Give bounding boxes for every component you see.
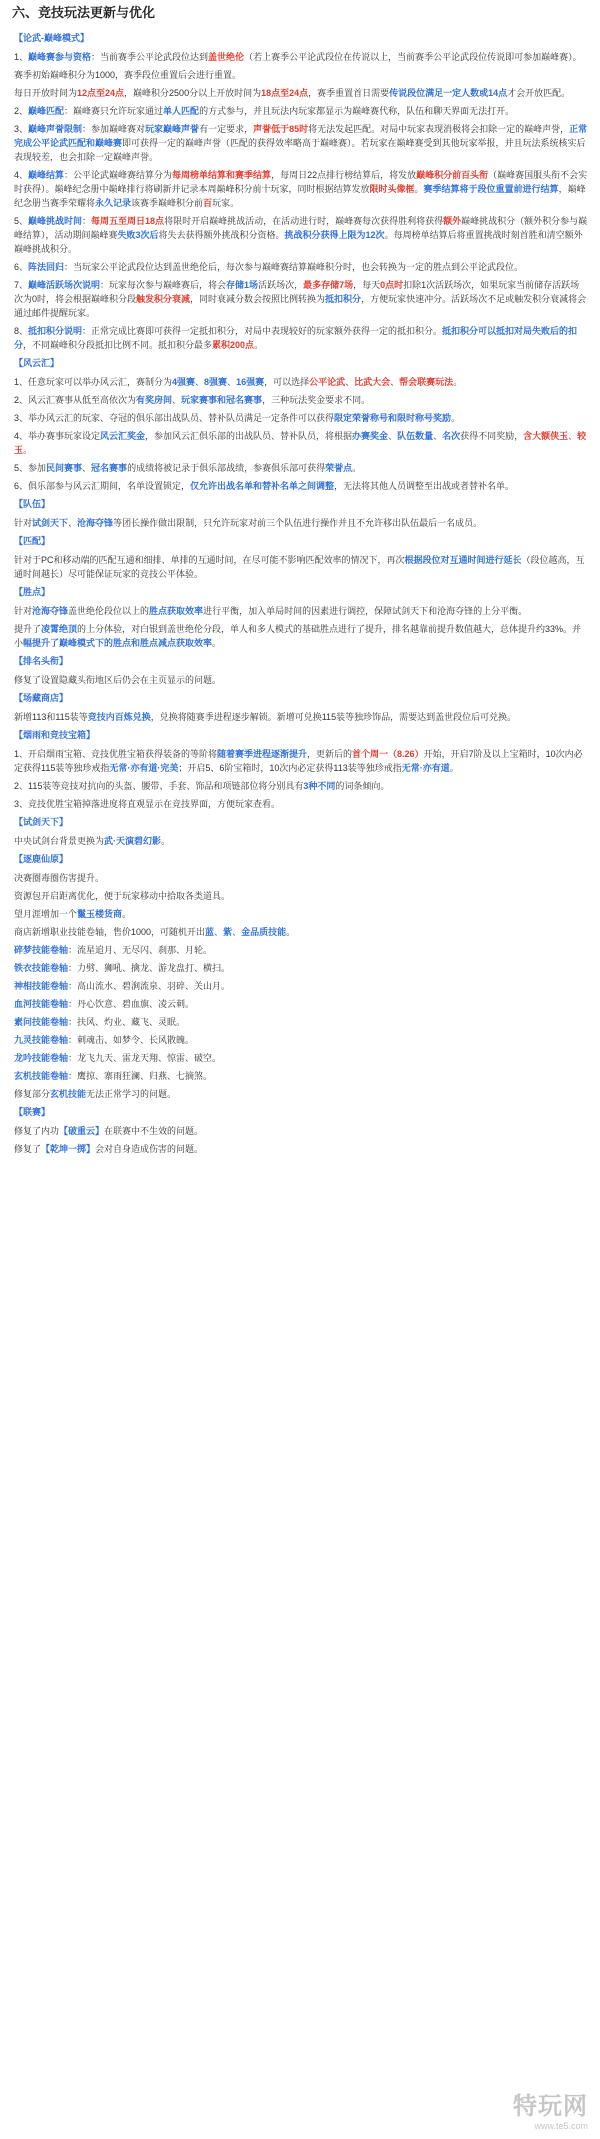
text-run: 巅峰挑战积分（额外积分参与巅峰结算），活动期间巅峰赛 (14, 216, 588, 240)
highlight-text: 竞技内百炼兑换 (87, 712, 151, 722)
watermark-logo-text: 特玩网 (513, 2091, 588, 2120)
paragraph (14, 710, 588, 724)
highlight-text: 抵扣积分说明 (28, 326, 83, 336)
paragraph (14, 1142, 588, 1156)
highlight-text: 赛季结算将于段位重置前进行结算 (423, 184, 559, 194)
highlight-text: 仅允许出战名单和替补名单之间调整 (190, 481, 335, 491)
text-run: 、 (568, 431, 578, 441)
text-run: 。 (352, 463, 362, 473)
text-run: 在联赛中不生效的问题。 (104, 1126, 204, 1136)
text-run: ，无法将其他人员调整至出战或者替补名单。 (334, 481, 515, 491)
highlight-text: 队伍数量 (397, 431, 434, 441)
highlight-text: 随着赛季进程逐渐提升 (217, 749, 308, 759)
highlight-text: 3种不同 (303, 781, 336, 791)
paragraph (14, 834, 588, 848)
text-run: 该赛季巅峰积分前 (131, 198, 204, 208)
text-run: 7、 (14, 280, 29, 290)
highlight-text: 阵法回归 (28, 262, 65, 272)
highlight-text: 【破重云】 (59, 1126, 105, 1136)
highlight-text: 失败3次后 (117, 230, 159, 240)
highlight-text: 比武大会 (354, 377, 391, 387)
section-tag: 【烟雨和竞技宝箱】 (14, 730, 96, 740)
paragraph (14, 925, 588, 939)
highlight-text: 名次 (442, 431, 461, 441)
text-run: 。 (451, 413, 461, 423)
paragraph (14, 168, 588, 210)
text-run: （巅峰赛国服头衔不会实时获得）。巅峰纪念册中巅峰排行将刷新并记录本周巅峰积分前十玩家，同时根据结算发放 (14, 170, 588, 194)
highlight-text: 累积200点 (212, 340, 255, 350)
section-tag: 【排名头衔】 (14, 656, 69, 666)
text-run: ，三种玩法奖金要求不同。 (262, 395, 371, 405)
skill-scroll-row (14, 1051, 588, 1065)
text-run: ，巅峰积分2500分以上开放时间为 (124, 88, 262, 98)
text-run: 、 (232, 927, 242, 937)
section-tag: 【匹配】 (14, 536, 51, 546)
highlight-text: 单人匹配 (163, 106, 200, 116)
text-run: 3、竞技优胜宝箱掉落进度将直观显示在竞技界面，方便玩家查看。 (14, 799, 281, 809)
section-tag: 【联赛】 (14, 1107, 51, 1117)
skill-scroll-row (14, 943, 588, 957)
text-run: 针对 (14, 518, 33, 528)
skill-scroll-row (14, 1069, 588, 1083)
paragraph (14, 1124, 588, 1138)
text-run: 3、 (14, 124, 29, 134)
site-watermark (513, 2086, 588, 2131)
text-run: 赛季初始巅峰积分为1000，赛季段位重置后会进行重置。 (14, 70, 242, 80)
text-run: 商店新增职业技能卷轴，售价1000，可随机开出 (14, 927, 206, 937)
text-run: 将限时开启巅峰挑战活动，在活动进行时，巅峰赛每次获得胜利将获得 (164, 216, 444, 226)
highlight-text: 每周五至周日18点 (91, 216, 165, 226)
paragraph (14, 1087, 588, 1101)
highlight-text: 民间赛事 (46, 463, 83, 473)
separator: ： (68, 945, 78, 955)
highlight-text: 玄机技能 (50, 1089, 87, 1099)
skill-scroll-items: 流星追月、无尽闪、刹那、月轮。 (77, 945, 213, 955)
paragraph (14, 797, 588, 811)
text-run: 。 (453, 377, 463, 387)
skill-scroll-name: 龙吟技能卷轴 (14, 1053, 69, 1063)
paragraph (14, 622, 588, 650)
text-run: 、 (388, 431, 398, 441)
separator: ： (68, 1053, 78, 1063)
highlight-text: 0点时 (380, 280, 404, 290)
highlight-text: 沧海夺锋 (32, 606, 69, 616)
paragraph (14, 516, 588, 530)
text-run: 盖世绝伦段位以上的 (68, 606, 150, 616)
text-run: ，每天 (353, 280, 381, 290)
text-run: ：玩家每次参与巅峰赛后，将会 (100, 280, 227, 290)
text-run: 。 (122, 909, 132, 919)
highlight-text: 荣誉点 (325, 463, 353, 473)
highlight-text: 18点至24点 (261, 88, 309, 98)
paragraph (14, 324, 588, 352)
text-run: 无法正常学习的问题。 (86, 1089, 177, 1099)
skill-scroll-name: 九灵技能卷轴 (14, 1035, 69, 1045)
text-run: ，巅峰纪念册当赛季荣耀将 (14, 184, 586, 208)
highlight-text: 巅峰声誉限制 (28, 124, 83, 134)
paragraph (14, 393, 588, 407)
skill-scroll-name: 铁衣技能卷轴 (14, 963, 69, 973)
separator: ： (68, 1017, 78, 1027)
separator: ： (68, 963, 78, 973)
text-run: 有一定要求， (199, 124, 254, 134)
text-run: ：当玩家公平论武段位达到盖世绝伦后，每次参与巅峰赛结算巅峰积分时，也会转换为一定的胜点到公平论武段位。 (64, 262, 524, 272)
text-run: ，兑换将随赛季进程逐步解锁。新增可兑换115装等独珍饰品，需要达到盖世段位后可兑换。 (150, 712, 517, 722)
text-run: 。 (212, 638, 222, 648)
highlight-text: 限时头像框 (369, 184, 415, 194)
text-run: 、 (195, 377, 205, 387)
highlight-text: 蓝 (205, 927, 215, 937)
skill-scroll-name: 玄机技能卷轴 (14, 1071, 69, 1081)
text-run: 针对于PC和移动端的匹配互通和细排、单排的互通时间，在尽可能不影响匹配效率的情况下，再次 (14, 555, 405, 565)
highlight-text: 巅峰活跃场次说明 (28, 280, 101, 290)
text-run: 4、 (14, 170, 29, 180)
text-run: ： (82, 216, 92, 226)
highlight-text: 传说段位满足一定人数或14点 (389, 88, 508, 98)
highlight-text: 武·天演碧幻影 (104, 836, 162, 846)
text-run: ，方便玩家快速冲分。活跃场次不足或触发积分衰减将会通过邮件提醒玩家。 (14, 294, 587, 318)
text-run: 、 (68, 518, 78, 528)
text-run: 会对自身造成伤害的问题。 (95, 1144, 204, 1154)
highlight-text: 含大额侠玉 (523, 431, 569, 441)
highlight-text: 限定荣誉称号和限时称号奖励 (334, 413, 452, 423)
highlight-text: 4强赛 (172, 377, 196, 387)
separator: ： (68, 981, 78, 991)
text-run: 修复了 (14, 1144, 42, 1154)
text-run: 。 (23, 445, 33, 455)
highlight-text: 公平论武 (309, 377, 346, 387)
separator: ： (68, 1035, 78, 1045)
text-run: 3、举办风云汇的玩家、夺冠的俱乐部出战队员、替补队员满足一定条件可以获得 (14, 413, 335, 423)
section-tag: 【队伍】 (14, 499, 51, 509)
text-run: 、 (433, 431, 443, 441)
text-run: ；开启5、6阶宝箱时，10次内必定获得113装等独珍戒指 (178, 763, 402, 773)
text-run: 、 (82, 463, 92, 473)
skill-scroll-items: 高山流水、碧涧流泉、羽碎、关山月。 (77, 981, 231, 991)
paragraph (14, 214, 588, 256)
skill-scroll-name: 碎梦技能卷轴 (14, 945, 69, 955)
highlight-text: 紫 (223, 927, 233, 937)
skill-scroll-name: 神相技能卷轴 (14, 981, 69, 991)
text-run: 、 (172, 395, 182, 405)
paragraph (14, 871, 588, 885)
text-run: 将无法发起匹配。对局中玩家表现消极将会扣除一定的巅峰声誉， (308, 124, 570, 134)
text-run: 提升了 (14, 624, 42, 634)
highlight-text: 幅提升了巅峰模式下的胜点和胜点减点获取效率 (23, 638, 213, 648)
text-run: 的方式参与，并且玩法内玩家都显示为巅峰赛代称，队伍和聊天界面无法打开。 (199, 106, 515, 116)
paragraph (14, 411, 588, 425)
skill-scroll-row (14, 997, 588, 1011)
text-run: 4、举办赛事玩家设定 (14, 431, 101, 441)
highlight-text: 无常·亦有道 (401, 763, 450, 773)
highlight-text: 12点至24点 (77, 88, 125, 98)
skill-scroll-name: 血河技能卷轴 (14, 999, 69, 1009)
paragraph (14, 429, 588, 457)
article-body (12, 32, 588, 1156)
highlight-text: 百 (203, 198, 213, 208)
text-run: 、 (227, 377, 237, 387)
highlight-text: 办赛奖金 (352, 431, 389, 441)
highlight-text: 盖世绝伦 (208, 52, 245, 62)
text-run: （段位越高，互通时间越长）尽可能保证玩家的竞技公平体验。 (14, 555, 585, 579)
text-run: 。 (414, 184, 424, 194)
text-run: 2、风云汇赛事从低至高依次为 (14, 395, 137, 405)
text-run: 8、 (14, 326, 29, 336)
text-run: 。每周榜单结算后将重置挑战时刻首胜和清空额外巅峰挑战积分。 (14, 230, 583, 254)
highlight-text: 每周榜单结算和赛季结算 (172, 170, 272, 180)
highlight-text: 巅峰匹配 (28, 106, 65, 116)
highlight-text: 抵扣积分可以抵扣对局失败后的扣分 (14, 326, 578, 350)
highlight-text: 金品质技能 (241, 927, 287, 937)
text-run: 针对 (14, 606, 33, 616)
text-run: 修复了内功 (14, 1126, 60, 1136)
text-run: 玩家。 (212, 198, 240, 208)
paragraph (14, 50, 588, 64)
text-run: 1、 (14, 52, 29, 62)
highlight-text: 巅峰挑战时间 (28, 216, 83, 226)
highlight-text: 挑战积分获得上限为12次 (284, 230, 385, 240)
paragraph (14, 889, 588, 903)
text-run: 6、俱乐部参与风云汇期间，名单设置锁定， (14, 481, 191, 491)
text-run: 1、任意玩家可以举办风云汇，赛制分为 (14, 377, 173, 387)
text-run: 、 (345, 377, 355, 387)
paragraph (14, 673, 588, 687)
highlight-text: 冠名赛事 (91, 463, 128, 473)
skill-scroll-name: 素问技能卷轴 (14, 1017, 69, 1027)
text-run: 2、115装等竞技对抗向的头盔、腰带、手套、饰品和项链部位将分别具有 (14, 781, 304, 791)
highlight-text: 巅峰结算 (28, 170, 65, 180)
text-run: ，可以选择 (264, 377, 310, 387)
text-run: 开始，开启7阶及以上宝箱时，10次内必定获得115装等独珍戒指 (14, 749, 583, 773)
highlight-text: 根据段位对互通时间进行延长 (404, 555, 522, 565)
text-run: ：巅峰赛只允许玩家通过 (64, 106, 164, 116)
text-run: 的词条倾向。 (335, 781, 390, 791)
skill-scroll-items: 鹰掠、寨雨狂澜、归燕、七摘煞。 (77, 1071, 213, 1081)
highlight-text: 帮会联赛玩法 (399, 377, 454, 387)
highlight-text: 永久记录 (95, 198, 132, 208)
separator: ： (68, 1071, 78, 1081)
highlight-text: 沧海夺锋 (77, 518, 114, 528)
highlight-text: 存储1场 (226, 280, 259, 290)
paragraph (14, 604, 588, 618)
paragraph (14, 461, 588, 475)
highlight-text: 16强赛 (236, 377, 265, 387)
skill-scroll-items: 刺魂击、如梦令、长风散魄。 (77, 1035, 195, 1045)
text-run: 、 (214, 927, 224, 937)
highlight-text: 额外 (443, 216, 462, 226)
paragraph (14, 86, 588, 100)
skill-scroll-items: 力劈、狮吼、擒龙、游龙盘打、横扫。 (77, 963, 231, 973)
text-run: 获得不同奖励， (460, 431, 524, 441)
section-tag: 【试剑天下】 (14, 817, 69, 827)
page-title: 六、竞技玩法更新与优化 (12, 6, 156, 21)
watermark-url: www.te5.com (534, 2121, 588, 2131)
text-run: 的上分体验，对白银到盖世绝伦分段，单人和多人模式的基础胜点进行了提升，排名越靠前提升数值越大，总体提升约33%。并小 (14, 624, 582, 648)
highlight-text: 风云汇奖金 (100, 431, 146, 441)
text-run: 5、 (14, 216, 29, 226)
text-run: ，赛季重置首日需要 (308, 88, 390, 98)
highlight-text: 声誉低于85时 (253, 124, 309, 134)
text-run: ，参加风云汇俱乐部的出战队员、替补队员，将根据 (145, 431, 353, 441)
text-run: 决赛圈毒圈伤害提升。 (14, 873, 105, 883)
highlight-text: 胜点获取效率 (149, 606, 204, 616)
text-run: 6、 (14, 262, 29, 272)
text-run: 等团长操作做出限制，只允许玩家对前三个队伍进行操作并且不允许移出队伍最后一名成员。 (113, 518, 483, 528)
text-run: 。 (161, 836, 171, 846)
text-run: 资源包开启距离优化，便于玩家移动中拾取各类道具。 (14, 891, 231, 901)
highlight-text: 正常完成公平论武匹配和巅峰赛 (14, 124, 588, 148)
paragraph (14, 907, 588, 921)
text-run: 。 (254, 340, 264, 350)
text-run: 。 (286, 927, 296, 937)
text-run: 望月涯增加一个 (14, 909, 78, 919)
highlight-text: 无常·亦有道·完美 (109, 763, 179, 773)
highlight-text: 凌霄绝顶 (41, 624, 78, 634)
text-run: 。 (449, 763, 459, 773)
paragraph (14, 553, 588, 581)
highlight-text: 有奖房间 (136, 395, 173, 405)
paragraph (14, 68, 588, 82)
section-tag: 【论武-巅峰模式】 (14, 33, 89, 43)
section-tag: 【逐鹿仙原】 (14, 854, 69, 864)
text-run: ，更新后的 (307, 749, 353, 759)
text-run: 将失去获得额外挑战积分资格。 (158, 230, 285, 240)
skill-scroll-items: 龙飞九天、雷龙天翔、惊雷、破空。 (77, 1053, 222, 1063)
highlight-text: 玩家赛事和冠名赛事 (181, 395, 263, 405)
text-run: 新增113和115装等 (14, 712, 88, 722)
highlight-text: 鬣玉楼货商 (77, 909, 123, 919)
paragraph (14, 122, 588, 164)
highlight-text: 【乾坤一掷】 (41, 1144, 96, 1154)
paragraph (14, 260, 588, 274)
paragraph (14, 278, 588, 320)
highlight-text: 最多存储7场 (303, 280, 354, 290)
text-run: 扣除1次活跃场次，如果玩家当前储存活跃场次为0时，将会根据巅峰积分段 (14, 280, 580, 304)
text-run: ：当前赛季公平论武段位达到 (91, 52, 209, 62)
text-run: 修复了设置隐藏头衔地区后仍会在主页显示的问题。 (14, 675, 222, 685)
paragraph (14, 375, 588, 389)
text-run: 修复部分 (14, 1089, 51, 1099)
text-run: ：参加巅峰赛对 (82, 124, 146, 134)
text-run: 1、开启烟雨宝箱、竞技优胜宝箱获得装备的等阶将 (14, 749, 218, 759)
section-tag: 【风云汇】 (14, 358, 60, 368)
skill-scroll-row (14, 1033, 588, 1047)
skill-scroll-row (14, 961, 588, 975)
text-run: 即可获得一定的巅峰声誉（匹配的获得效率略高于巅峰赛）。若玩家在巅峰赛受到其他玩家举报，并且玩法系统核实后表现较差，也会扣除一定巅峰声誉。 (14, 138, 586, 162)
highlight-text: 触发积分衰减 (136, 294, 191, 304)
text-run: ，每周日22点排行榜结算后，将发放 (271, 170, 417, 180)
separator: ： (68, 999, 78, 1009)
highlight-text: 玩家巅峰声誉 (145, 124, 200, 134)
section-tag: 【胜点】 (14, 587, 51, 597)
text-run: ：正常完成比赛即可获得一定抵扣积分，对局中表现较好的玩家额外获得一定的抵扣积分。 (82, 326, 443, 336)
paragraph (14, 779, 588, 793)
highlight-text: 8强赛 (204, 377, 228, 387)
text-run: 活跃场次， (258, 280, 304, 290)
skill-scroll-items: 丹心饮意、碧血旗、凌云刺。 (77, 999, 195, 1009)
highlight-text: 巅峰积分前百头衔 (416, 170, 489, 180)
section-tag: 【场藏商店】 (14, 693, 69, 703)
text-run: （若上赛季公平论武段位在传说以上，当前赛季公平论武段位传说即可参加巅峰赛）。 (244, 52, 582, 62)
text-run: ，不同巅峰积分段抵扣比例不同。抵扣积分最多 (23, 340, 213, 350)
skill-scroll-row (14, 1015, 588, 1029)
highlight-text: 抵扣积分 (325, 294, 362, 304)
text-run: 每日开放时间为 (14, 88, 78, 98)
text-run: 进行平衡，加入单局时间的因素进行调控，保障试剑天下和沧海夺锋的上分平衡。 (203, 606, 528, 616)
text-run: 5、参加 (14, 463, 47, 473)
paragraph (14, 747, 588, 775)
text-run: 的成绩将被记录于俱乐部战绩，参赛俱乐部可获得 (127, 463, 326, 473)
highlight-text: 巅峰赛参与资格 (28, 52, 92, 62)
text-run: 、 (390, 377, 400, 387)
skill-scroll-row (14, 979, 588, 993)
skill-scroll-items: 扶风、灼业、藏飞、灵眠。 (77, 1017, 186, 1027)
highlight-text: 试剑天下 (32, 518, 69, 528)
text-run: 中央试剑台背景更换为 (14, 836, 105, 846)
text-run: ：公平论武巅峰赛结算分为 (64, 170, 173, 180)
text-run: ，同时衰减分数会按照比例转换为 (190, 294, 326, 304)
text-run: 才会开放匹配。 (507, 88, 571, 98)
text-run: 2、 (14, 106, 29, 116)
highlight-text: 较玉 (14, 431, 587, 455)
paragraph (14, 479, 588, 493)
paragraph (14, 104, 588, 118)
highlight-text: 首个周一（8.26） (352, 749, 424, 759)
